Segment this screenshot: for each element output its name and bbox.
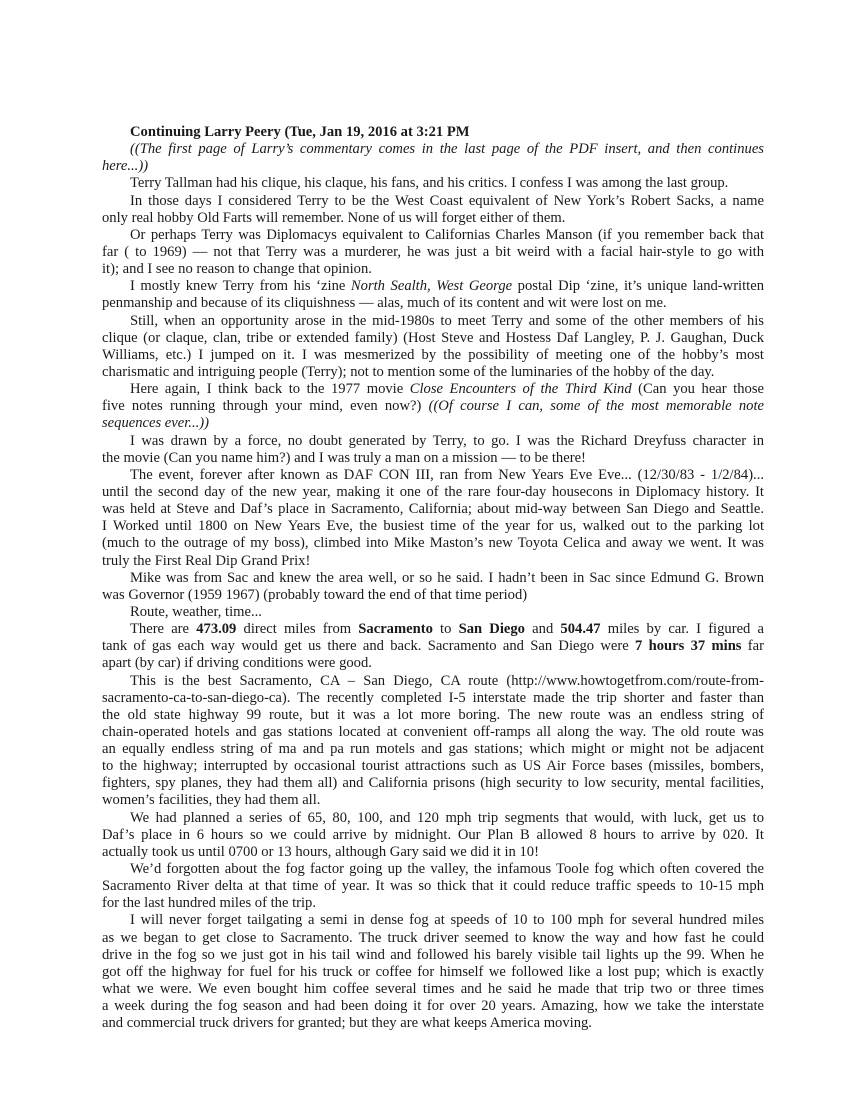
- paragraph: [102, 433, 764, 467]
- text-line: [102, 570, 764, 587]
- text-run: only real hobby Old Farts will remember. None of us will forget either of them.: [102, 209, 566, 226]
- text-run: and: [524, 621, 561, 638]
- text-run: was Governor (1959 1967) (probably toward the end of that time period): [102, 586, 528, 603]
- bold-text: 7 hours 37 mins: [635, 638, 742, 655]
- text-line: [102, 604, 764, 621]
- italic-text: ((Of course I can, some of the most memorable note: [428, 398, 764, 415]
- paragraph: [102, 227, 764, 278]
- text-run: The event, forever after known as DAF CON III, ran from New Years Eve Eve... (12/30/83 - 1/2/84)...: [130, 466, 764, 483]
- text-run: I will never forget tailgating a semi in dense fog at speeds of 10 to 100 mph for several hundred miles: [130, 912, 764, 929]
- text-line: [102, 912, 764, 929]
- text-line: [102, 518, 764, 535]
- bold-text: San Diego: [458, 621, 525, 638]
- text-run: I Worked until 1800 on New Years Eve, the busiest time of the year for us, walked out to the parking lot: [102, 518, 764, 535]
- text-line: [102, 998, 764, 1015]
- text-run: This is the best Sacramento, CA – San Diego, CA route (http://www.howtogetfrom.com/route-from-: [130, 672, 764, 689]
- text-run: the movie (Can you name him?) and I was truly a man on a mission — to be there!: [102, 449, 586, 466]
- text-line: [102, 244, 764, 261]
- text-line: [102, 947, 764, 964]
- text-run: Or perhaps Terry was Diplomacys equivalent to Californias Charles Manson (if you remember back that: [130, 226, 764, 243]
- text-run: We’d forgotten about the fog factor going up the valley, the infamous Toole fog which often covered the: [130, 861, 764, 878]
- text-run: postal Dip ‘zine, it’s unique land-written: [512, 278, 764, 295]
- text-run: apart (by car) if driving conditions were good.: [102, 655, 372, 672]
- text-run: sacramento-ca-to-san-diego-ca). The recently completed I-5 interstate made the trip shorter and faster than: [102, 689, 764, 706]
- article-body: [102, 124, 764, 1032]
- text-run: drive in the fog so we just got in his tail wind and followed his barely visible tail lights up the 99. When he: [102, 946, 764, 963]
- text-line: [102, 792, 764, 809]
- text-line: [102, 210, 764, 227]
- text-line: [102, 587, 764, 604]
- text-line: [102, 553, 764, 570]
- text-run: Mike was from Sac and knew the area well, or so he said. I hadn’t been in Sac since Edmund G. Brown: [130, 569, 764, 586]
- text-run: far ( to 1969) — not that Terry was a murderer, he was just a bit weird with a facial hair-style to go with: [102, 243, 764, 260]
- bold-text: 504.47: [560, 621, 601, 638]
- text-line: [102, 861, 764, 878]
- text-line: [102, 141, 764, 158]
- text-line: [102, 930, 764, 947]
- italic-text: ((The first page of Larry’s commentary comes in the last page of the PDF insert, and then continues: [130, 141, 764, 158]
- text-run: it); and I see no reason to change that opinion.: [102, 261, 372, 278]
- bold-text: Sacramento: [358, 621, 433, 638]
- text-run: Here again, I think back to the 1977 movie: [130, 381, 410, 398]
- text-run: penmanship and because of its cliquishness — alas, much of its content and wit were lost on me.: [102, 295, 667, 312]
- text-line: [102, 1015, 764, 1032]
- paragraph: [102, 861, 764, 912]
- text-run: got off the highway for fuel for his truck or coffee for himself we followed like a lost pup; which is exactly: [102, 963, 764, 980]
- text-line: [102, 295, 764, 312]
- text-line: [102, 330, 764, 347]
- text-line: [102, 278, 764, 295]
- text-run: Route, weather, time...: [130, 603, 262, 620]
- paragraph: [102, 467, 764, 570]
- text-run: fighters, spy planes, they had them all) and California prisons (high security to low security, mental facilities,: [102, 775, 764, 792]
- text-run: the old state highway 99 route, but it was a lot more boring. The new route was an endless string of: [102, 706, 764, 723]
- text-line: [102, 638, 764, 655]
- text-line: [102, 535, 764, 552]
- text-run: and commercial truck drivers for granted; but they are what keeps America moving.: [102, 1015, 592, 1032]
- paragraph: [102, 570, 764, 604]
- paragraph: [102, 313, 764, 382]
- paragraph: [102, 141, 764, 175]
- text-line: [102, 844, 764, 861]
- text-run: Daf’s place in 6 hours so we could arrive by midnight. Our Plan B allowed 8 hours to arrive by 020. It: [102, 826, 764, 843]
- text-run: direct miles from: [236, 621, 359, 638]
- text-run: was held at Steve and Daf’s place in Sacramento, California; about mid-way between San Diego and Seattle.: [102, 501, 764, 518]
- text-line: [102, 347, 764, 364]
- text-line: [102, 655, 764, 672]
- text-run: I was drawn by a force, no doubt generated by Terry, to go. I was the Richard Dreyfuss character in: [130, 432, 764, 449]
- paragraph: [102, 193, 764, 227]
- text-run: Terry Tallman had his clique, his claque, his fans, and his critics. I confess I was among the last group.: [130, 175, 729, 192]
- italic-text: here...)): [102, 158, 149, 175]
- paragraph: [102, 673, 764, 810]
- paragraph: [102, 810, 764, 861]
- text-run: as we began to get close to Sacramento. The truck driver seemed to know the way and how fast he could: [102, 929, 764, 946]
- text-line: [102, 467, 764, 484]
- text-run: actually took us until 0700 or 13 hours, although Gary said we did it in 10!: [102, 843, 539, 860]
- text-run: an equally endless string of ma and pa run motels and gas stations; which might or might not be adjacent: [102, 741, 764, 758]
- text-line: [102, 158, 764, 175]
- text-line: [102, 381, 764, 398]
- bold-text: 473.09: [196, 621, 237, 638]
- text-line: [102, 741, 764, 758]
- text-line: [102, 895, 764, 912]
- text-run: truly the First Real Dip Grand Prix!: [102, 552, 311, 569]
- italic-text: North Sealth, West George: [350, 278, 513, 295]
- text-run: Still, when an opportunity arose in the mid-1980s to meet Terry and some of the other members of his: [130, 312, 764, 329]
- text-line: [102, 878, 764, 895]
- italic-text: Close Encounters of the Third Kind: [409, 381, 632, 398]
- text-line: [102, 175, 764, 192]
- text-line: [102, 313, 764, 330]
- text-line: [102, 415, 764, 432]
- italic-text: sequences ever...)): [102, 415, 209, 432]
- text-run: In those days I considered Terry to be the West Coast equivalent of New York’s Robert Sacks, a name: [130, 192, 764, 209]
- text-line: [102, 827, 764, 844]
- text-run: clique (or claque, clan, tribe or extended family) (Host Steve and Hostess Daf Langley, P. J. Gaughan, Duck: [102, 329, 764, 346]
- paragraph: [102, 621, 764, 672]
- text-line: [102, 193, 764, 210]
- text-run: There are: [130, 621, 197, 638]
- text-run: We had planned a series of 65, 80, 100, and 120 mph trip segments that would, with luck, get us to: [130, 809, 764, 826]
- text-line: [102, 364, 764, 381]
- text-line: [102, 964, 764, 981]
- text-run: tank of gas each way would get us there and back. Sacramento and San Diego were: [102, 638, 636, 655]
- text-run: (Can you hear those: [631, 381, 764, 398]
- text-run: until the second day of the new year, making it one of the rare four-day housecons in Diplomacy history. It: [102, 483, 764, 500]
- text-run: to: [432, 621, 459, 638]
- text-run: women’s facilities, they had them all.: [102, 792, 321, 809]
- text-run: (much to the outrage of my boss), climbed into Mike Maston’s new Toyota Celica and away we went. It was: [102, 535, 764, 552]
- text-run: charismatic and intriguing people (Terry); not to mention some of the luminaries of the hobby of the day.: [102, 363, 715, 380]
- text-run: far: [741, 638, 764, 655]
- text-run: what we were. We even bought him coffee several times and he said he made that trip two or three times: [102, 981, 764, 998]
- text-line: [102, 484, 764, 501]
- paragraph: [102, 381, 764, 432]
- text-run: to the highway; interrupted by occasional tourist attractions such as US Air Force bases (missiles, bombers,: [102, 758, 764, 775]
- text-run: I mostly knew Terry from his ‘zine: [130, 278, 351, 295]
- text-line: [102, 810, 764, 827]
- paragraph: [102, 278, 764, 312]
- text-line: [102, 501, 764, 518]
- text-run: a week during the fog season and had been doing it for over 20 years. Amazing, how we take the interstate: [102, 998, 764, 1015]
- text-line: [102, 775, 764, 792]
- text-run: miles by car. I figured a: [600, 621, 764, 638]
- text-line: [102, 227, 764, 244]
- text-run: Sacramento River delta at that time of year. It was so thick that it could reduce traffic speeds to 10-15 mph: [102, 878, 764, 895]
- text-line: [102, 690, 764, 707]
- paragraph: [102, 604, 764, 621]
- text-line: [102, 673, 764, 690]
- text-line: [102, 724, 764, 741]
- text-run: five notes running through your mind, even now?): [102, 398, 429, 415]
- text-line: [102, 758, 764, 775]
- text-line: [102, 981, 764, 998]
- text-run: chain-operated hotels and gas stations located at convenient off-ramps all along the way. The old route was: [102, 723, 764, 740]
- paragraph: [102, 175, 764, 192]
- text-line: [102, 261, 764, 278]
- paragraph: [102, 912, 764, 1032]
- text-run: Williams, etc.) I jumped on it. I was mesmerized by the possibility of meeting one of the hobby’s most: [102, 346, 764, 363]
- text-line: [102, 621, 764, 638]
- text-line: [102, 450, 764, 467]
- text-line: [102, 707, 764, 724]
- article-title: Continuing Larry Peery (Tue, Jan 19, 2016 at 3:21 PM: [130, 124, 470, 140]
- text-run: for the last hundred miles of the trip.: [102, 895, 316, 912]
- text-line: [102, 398, 764, 415]
- text-line: [102, 433, 764, 450]
